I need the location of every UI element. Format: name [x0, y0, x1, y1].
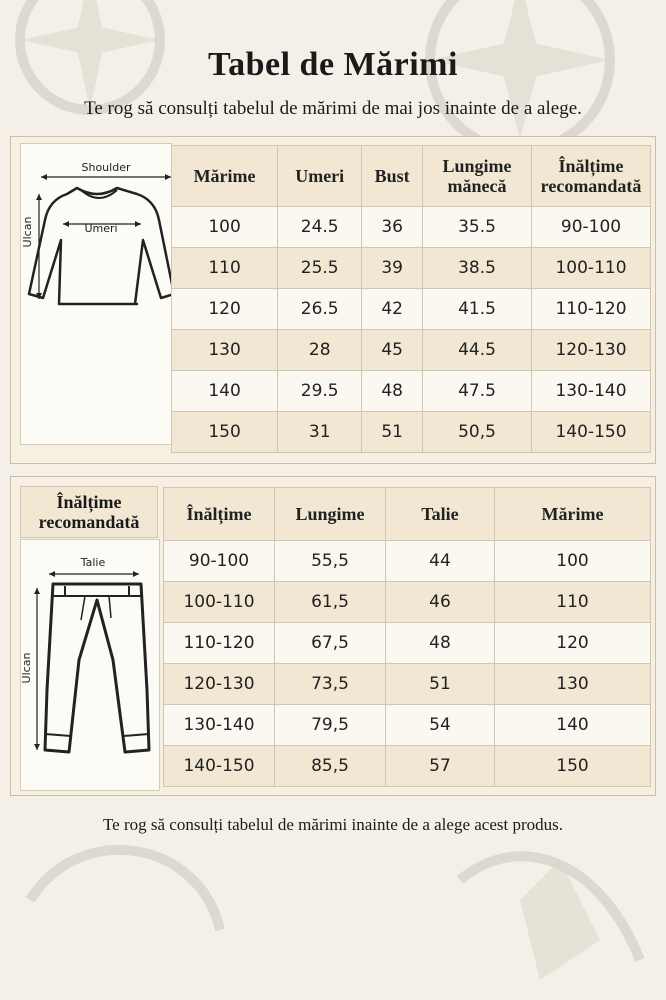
table-cell: 90-100 — [164, 541, 275, 582]
table-cell: 36 — [362, 207, 423, 248]
col-header-waist: Talie — [386, 488, 495, 541]
table-cell: 57 — [386, 746, 495, 787]
table-cell: 140-150 — [532, 412, 651, 453]
shoulder-label: Shoulder — [81, 161, 131, 174]
pants-length-label: Ulcan — [21, 652, 33, 684]
waist-label: Talie — [80, 556, 106, 569]
table-cell: 44.5 — [423, 330, 532, 371]
top-size-panel — [10, 136, 656, 464]
table-row — [172, 330, 651, 371]
table-cell: 48 — [362, 371, 423, 412]
col-header-length: Lungime — [275, 488, 386, 541]
table-cell: 45 — [362, 330, 423, 371]
table-cell: 46 — [386, 582, 495, 623]
table-row — [164, 746, 651, 787]
table-cell: 130 — [495, 664, 651, 705]
table-cell: 130 — [172, 330, 278, 371]
table-cell: 100-110 — [164, 582, 275, 623]
table-row — [172, 371, 651, 412]
table-cell: 51 — [362, 412, 423, 453]
table-cell: 79,5 — [275, 705, 386, 746]
table-cell: 140-150 — [164, 746, 275, 787]
table-cell: 41.5 — [423, 289, 532, 330]
col-header-shoulders: Umeri — [278, 146, 362, 207]
table-cell: 51 — [386, 664, 495, 705]
table-row — [172, 289, 651, 330]
table-cell: 85,5 — [275, 746, 386, 787]
table-cell: 54 — [386, 705, 495, 746]
table-cell: 55,5 — [275, 541, 386, 582]
col-header-height: Înălțime recomandată — [532, 146, 651, 207]
table-row — [164, 541, 651, 582]
table-cell: 120-130 — [532, 330, 651, 371]
table-cell: 120-130 — [164, 664, 275, 705]
pants-illustration — [20, 539, 160, 791]
table-cell: 67,5 — [275, 623, 386, 664]
table-cell: 140 — [172, 371, 278, 412]
table-cell: 73,5 — [275, 664, 386, 705]
pants-icon — [45, 584, 149, 752]
table-cell: 26.5 — [278, 289, 362, 330]
bottom-size-table — [163, 487, 651, 787]
table-cell: 35.5 — [423, 207, 532, 248]
table-cell: 42 — [362, 289, 423, 330]
table-cell: 120 — [495, 623, 651, 664]
table-cell: 130-140 — [532, 371, 651, 412]
table-row — [172, 248, 651, 289]
page-title: Tabel de Mărimi — [208, 46, 458, 83]
table-cell: 44 — [386, 541, 495, 582]
illustration-header: Înălțime recomandată — [20, 486, 158, 538]
table-row — [164, 623, 651, 664]
col-header-size: Mărime — [172, 146, 278, 207]
table-cell: 100-110 — [532, 248, 651, 289]
table-row — [164, 705, 651, 746]
table-cell: 110-120 — [164, 623, 275, 664]
table-header-row — [172, 146, 651, 207]
table-cell: 110 — [495, 582, 651, 623]
table-cell: 110 — [172, 248, 278, 289]
table-cell: 31 — [278, 412, 362, 453]
bottom-size-panel — [10, 476, 656, 796]
table-row — [164, 582, 651, 623]
chest-label: Umeri — [84, 222, 118, 235]
table-header-row — [164, 488, 651, 541]
col-header-bust: Bust — [362, 146, 423, 207]
table-cell: 100 — [495, 541, 651, 582]
table-cell: 28 — [278, 330, 362, 371]
table-cell: 38.5 — [423, 248, 532, 289]
col-header-height: Înălțime — [164, 488, 275, 541]
top-size-table — [171, 145, 651, 453]
table-cell: 47.5 — [423, 371, 532, 412]
table-cell: 150 — [172, 412, 278, 453]
table-cell: 90-100 — [532, 207, 651, 248]
shirt-illustration — [20, 143, 172, 445]
table-cell: 120 — [172, 289, 278, 330]
length-label: Ulcan — [21, 216, 34, 248]
shirt-icon — [29, 188, 171, 304]
col-header-sleeve: Lungime mănecă — [423, 146, 532, 207]
table-cell: 100 — [172, 207, 278, 248]
table-cell: 29.5 — [278, 371, 362, 412]
table-row — [164, 664, 651, 705]
table-cell: 150 — [495, 746, 651, 787]
table-cell: 39 — [362, 248, 423, 289]
table-row — [172, 412, 651, 453]
footer-note: Te rog să consulți tabelul de mărimi inainte de a alege acest produs. — [102, 815, 563, 834]
col-header-size: Mărime — [495, 488, 651, 541]
table-row — [172, 207, 651, 248]
table-cell: 50,5 — [423, 412, 532, 453]
table-cell: 25.5 — [278, 248, 362, 289]
table-cell: 110-120 — [532, 289, 651, 330]
intro-text: Te rog să consulți tabelul de mărimi de mai jos inainte de a alege. — [84, 98, 582, 119]
table-cell: 24.5 — [278, 207, 362, 248]
table-cell: 140 — [495, 705, 651, 746]
table-cell: 130-140 — [164, 705, 275, 746]
table-cell: 61,5 — [275, 582, 386, 623]
table-cell: 48 — [386, 623, 495, 664]
